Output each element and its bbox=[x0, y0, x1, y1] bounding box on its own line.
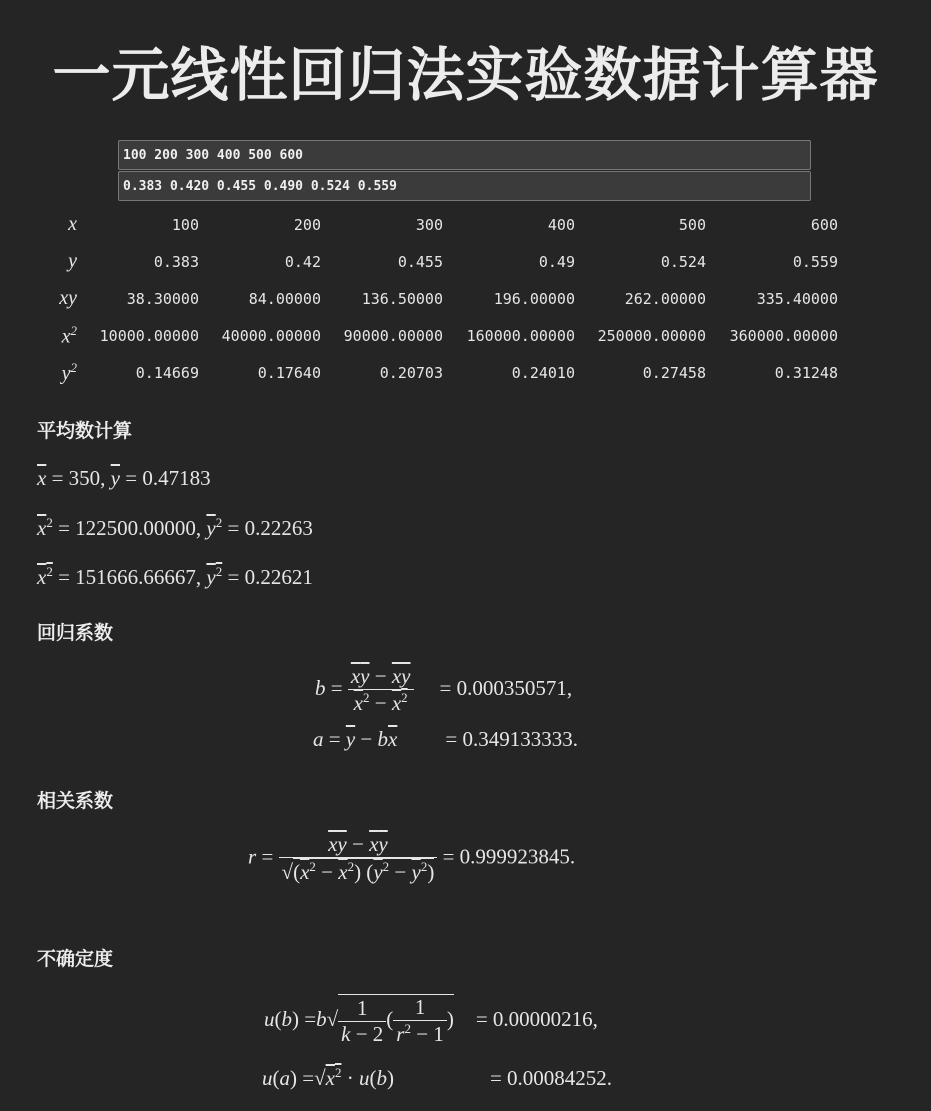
row-label: x bbox=[68, 213, 77, 235]
cell: 0.524 bbox=[660, 252, 706, 271]
cell: 0.20703 bbox=[379, 363, 443, 382]
label-exp: 2 bbox=[70, 359, 77, 375]
cell: 600 bbox=[810, 215, 838, 234]
cell: 84.00000 bbox=[248, 289, 321, 308]
cell: 0.24010 bbox=[511, 363, 575, 382]
cell: 262.00000 bbox=[624, 289, 706, 308]
table-row-x bbox=[40, 206, 838, 243]
cell: 300 bbox=[415, 215, 443, 234]
section-correlation-heading: 相关系数 bbox=[37, 790, 114, 812]
section-mean-heading: 平均数计算 bbox=[37, 420, 133, 442]
cell: 0.27458 bbox=[642, 363, 706, 382]
cell: 0.31248 bbox=[774, 363, 838, 382]
row-label bbox=[40, 317, 77, 354]
b-value: 0.000350571 bbox=[456, 675, 567, 700]
y-sq-bar-value: 0.22621 bbox=[244, 565, 313, 589]
label-exp: 2 bbox=[70, 322, 77, 338]
label-base: y bbox=[61, 362, 71, 385]
a-value: 0.349133333 bbox=[462, 727, 573, 751]
cell: 136.50000 bbox=[361, 289, 443, 308]
x-bar-value: 350 bbox=[68, 466, 101, 490]
cell: 0.42 bbox=[284, 252, 321, 271]
y-values-input[interactable] bbox=[118, 171, 811, 201]
table-row-xy bbox=[40, 280, 838, 317]
ua-value: 0.00084252 bbox=[507, 1066, 607, 1090]
table-row-y bbox=[40, 243, 838, 280]
y-bar-sq-value: 0.22263 bbox=[244, 516, 313, 540]
data-table bbox=[40, 206, 838, 391]
cell: 38.30000 bbox=[126, 289, 199, 308]
cell: 0.383 bbox=[153, 252, 199, 271]
x-values-input[interactable] bbox=[118, 140, 811, 170]
row-label: y bbox=[68, 250, 77, 272]
table-row-y2 bbox=[40, 354, 838, 391]
cell: 160000.00000 bbox=[466, 326, 575, 345]
ub-value: 0.00000216 bbox=[492, 1006, 593, 1031]
formula-r: r = $\frac{\overline{xy} - \overline{x}\overline{y}}{√(x^2 - \overline{x}^2) (y^2 - \overline{y}^2)}$ = 0.999923845. bbox=[248, 832, 576, 884]
cell: 0.455 bbox=[397, 252, 443, 271]
row-label bbox=[40, 354, 77, 391]
cell: 90000.00000 bbox=[343, 326, 443, 345]
x-bar-sq-value: 122500.00000 bbox=[75, 516, 196, 540]
table-row-x2 bbox=[40, 317, 838, 354]
cell: 0.14669 bbox=[135, 363, 199, 382]
cell: 196.00000 bbox=[493, 289, 575, 308]
r-value: 0.999923845 bbox=[459, 844, 570, 869]
cell: 10000.00000 bbox=[99, 326, 199, 345]
cell: 200 bbox=[293, 215, 321, 234]
cell: 250000.00000 bbox=[597, 326, 706, 345]
formula-a: $a = \overline{y} - b\overline{x} = 0.349133333$. bbox=[313, 727, 578, 751]
cell: 500 bbox=[678, 215, 706, 234]
label-base: x bbox=[61, 325, 71, 348]
cell: 0.17640 bbox=[257, 363, 321, 382]
formula-b: b = $\frac{\overline{x}\overline{y} - \overline{xy}}{\overline{x}^2 - x^2}$ = 0.000350571, bbox=[315, 664, 573, 715]
cell: 0.49 bbox=[538, 252, 575, 271]
page-title: 一元线性回归法实验数据计算器 bbox=[52, 41, 879, 109]
x-sq-bar-value: 151666.66667 bbox=[75, 565, 196, 589]
cell: 400 bbox=[547, 215, 575, 234]
y-bar-value: 0.47183 bbox=[142, 466, 211, 490]
cell: 40000.00000 bbox=[221, 326, 321, 345]
formula-ua: $u(a) =√x^2 \cdot u(b) = 0.00084252$. bbox=[262, 1065, 613, 1090]
section-regression-heading: 回归系数 bbox=[37, 622, 114, 644]
cell: 360000.00000 bbox=[729, 326, 838, 345]
cell: 335.40000 bbox=[756, 289, 838, 308]
mean-line-3: $x^2 = 151666.66667$, $y^2 = 0.22621$ bbox=[37, 564, 313, 589]
cell: 100 bbox=[171, 215, 199, 234]
row-label: xy bbox=[59, 287, 77, 309]
mean-line-2: $\overline{x}^2 = 122500.00000$, $\overline{y}^2 = 0.22263$ bbox=[37, 515, 313, 540]
mean-line-1: $\overline{x} = 350$, $\overline{y} = 0.47183$ bbox=[37, 466, 211, 490]
formula-ub: u(b) =b√ $\frac{1}{k - 2}$ ( $\frac{1}{r^2 - 1}$ ) = 0.00000216, bbox=[264, 995, 598, 1046]
section-uncertainty-heading: 不确定度 bbox=[37, 948, 114, 970]
cell: 0.559 bbox=[792, 252, 838, 271]
